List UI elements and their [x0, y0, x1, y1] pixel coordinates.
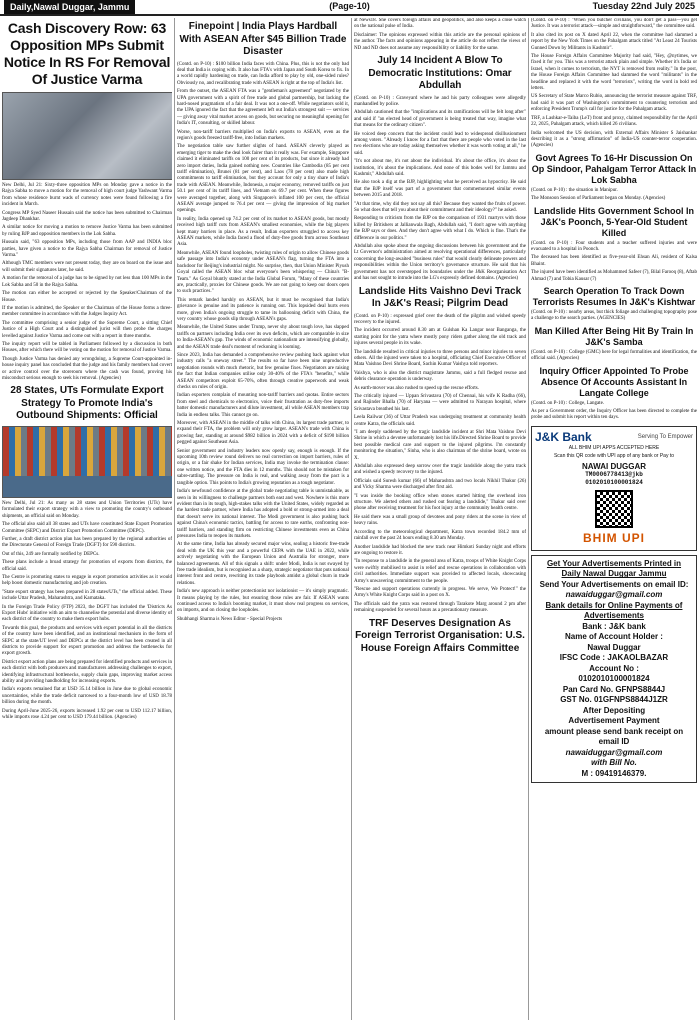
bank-tagline: Serving To Empower: [637, 433, 693, 440]
column-rule: [528, 18, 529, 1020]
paragraph: The Centre is promoting states to engage in export promotion activities as it would help boost domestic manufacturing and job creation.: [2, 574, 172, 587]
info-line: Bank details for Online Payments of Advertisements: [545, 600, 683, 621]
bhim-upi-logo-text: BHIM UPI: [583, 530, 645, 545]
column-3: [354, 18, 526, 1022]
paragraph: Although TMC members were not present today, they are on board on the issue and will submit their signatures later, he said.: [2, 261, 172, 273]
paragraph: Meanwhile, the United States under Trump, never shy about tough love, has slapped tariffs on partners including India over its own deficits, which are comparable in size to India-ASEAN's gap. The winds of economic nationalism are intensifying globally, and the ASEAN trade deal's moment of reckoning is looming.: [177, 325, 349, 350]
info-line: After Depositing: [582, 705, 646, 715]
paragraph: (Contd. on P-10) : Graveyard where he and his party colleagues were allegedly manhandled by police.: [354, 95, 526, 107]
headline-kishtwar-search: Search Operation To Track Down Terrorists Resumes In J&K's Kishtwar: [532, 285, 696, 307]
paragraph: He voiced deep concern that the incident could lead to widespread disillusionment among voters. "Already I know for a fact that there are people who voted in the last two elections who are today asking themselves whether it was worth voting at all," he said.: [354, 131, 526, 156]
paragraph: He said there was a small group of devotees and pony riders at the scene in view of heavy rains.: [354, 514, 526, 527]
paragraph: "At that time, why did they not say all this? Because they wanted the fruits of power. So what does that tell you about their commitment and their ideology?" he asked.: [354, 201, 526, 214]
ad-upi-line: ALL BHIM UPI APPS ACCEPTED HERE: [568, 444, 660, 451]
photo-parliament: [2, 92, 172, 180]
masthead-date: Tuesday 22nd July 2025: [592, 1, 695, 11]
headline-samba-train: Man Killed After Being Hit By Train In J&K's Samba: [534, 325, 694, 347]
article-finepoint: [177, 62, 349, 624]
bank-logo-text: J&K Bank: [535, 429, 592, 444]
paragraph: Shubhangi Sharma is News Editor - Special Projects: [177, 616, 283, 622]
paragraph: Since 2023, India has demanded a comprehensive review pushing back against what industry calls "a oneway street." The results so far have been nine unproductive negotiation rounds with much rhetoric, but few genuine fixes. Negotiators are raising the fact that Indian companies utilise only 30-40% of the FTA's "benefits," while ASEAN competitors exploit 65-70%, often through creative paperwork and weak checks on rules of origin.: [177, 352, 349, 390]
paragraph: India's newfound confidence at the global trade negotiating table is unmistakable, as seen in its willingness to challenge partners both east and west. Nowhere is this more evident than in its tough, high-stakes talks with the United States, widely regarded as the hardest trade partner, where India has adopted a bold or strong-armed into a deal that doesn't serve its national interest. The Modi government is also pushing back against China's economic tactics, battling for access to rare earths, confronting non-tariff barriers, and standing firm on restricting Chinese investments even as China pressures India to reopen its markets.: [177, 489, 349, 539]
ad-account-number: 0102010100001824: [585, 478, 643, 486]
headline-export-strategy: 28 States, UTs Formulate Export Strategy To Promote India's Outbound Shipments: Official: [10, 385, 164, 422]
paragraph: A motion for the removal of a judge has to be signed by not less than 100 MPs in the Lok Sabha and 50 in the Rajya Sabha.: [2, 276, 172, 288]
headline-finepoint: Finepoint | India Plays Hardball With ASEAN After $45 Billion Trade Disaster: [179, 21, 347, 57]
article-cash-discovery: [2, 183, 172, 382]
info-line: Pan Card No. GFNPS8844J: [562, 684, 666, 694]
bank-qr-advertisement: [531, 426, 697, 551]
article-july-14-incident: [354, 96, 526, 283]
photo-container-ship: [2, 426, 172, 498]
paragraph: He also took a dig at the BJP, highlighting what he perceived as hypocrisy. He said that the BJP itself was part of a government that commemorated similar events between 2015 and 2018.: [354, 180, 526, 199]
ad-upi-id: TM0006778413@jkb: [585, 470, 643, 478]
paragraph: The committee comprising a senior judge of the Supreme Court, a sitting Chief Justice of a High Court and a distinguished jurist will then probe the charges levelled against Justice Varma and come out with a report in three months.: [2, 320, 172, 339]
info-line: Name of Account Holder :: [565, 632, 663, 642]
paragraph: The injured have been identified as Mohammed Safeer (7), Bilal Farooq (8), Aftab Ahmad (7) and Tobia Kausar (7): [531, 270, 697, 282]
paragraph: "In response to a landslide in the general area of Katra, troops of White Knight Corps were swiftly mobilised to assist in relief and rescue operations in collaboration with civil authorities. Immediate support was provided to affected locals, showcasing Army's unwavering commitment to the people.: [354, 559, 526, 584]
paragraph: As per a Government order, the Inquiry Officer has been directed to complete the probe and submit his report within ten days.: [531, 409, 697, 421]
article-vaishno-devi-landslide: [354, 314, 526, 615]
paragraph: Vaishya, who is also the district magistrate Jammu, said a full fledged rescue and debris clearance operation is underway.: [354, 370, 526, 383]
paragraph: Abdullah also expressed deep sorrow over the tragic landslide along the yatra track and wished a speedy recovery to the injured.: [354, 464, 526, 476]
paragraph: Out of this, 249 are formally notified by DEPCs.: [2, 551, 100, 557]
paragraph: Senior government and industry leaders now openly say, enough is enough. If the upcoming 10th review round delivers no real correction on import barriers, rules of origin, or a fair shake for Indian services, India may invoke the termination clause: one written notice, and the FTA dies in 12 months. This should not be mistaken for sabre-rattling. The pressure on India is real, and walking away from the pact is a tangible option. This points to India's growing reputation as a tough negotiator.: [177, 448, 349, 486]
paragraph: In the Foreign Trade Policy (FTP) 2023, the DGFT has included the 'Districts As Export Hubs' initiative with an aim to channelise the potential and diverse identity of each district of the country to make them export hubs.: [2, 604, 172, 623]
paragraph: Moreover, with ASEAN in the middle of talks with China, its largest trade partner, to expand their FTA, the problem will only grow larger. ASEAN's trade with China is growing fast, standing at around $982 billion in 2024 with a deficit of $190 billion pegged against Southeast Asia.: [177, 421, 349, 446]
info-phone: M : 09419146379.: [581, 768, 647, 778]
paragraph: Meanwhile, ASEAN found loopholes, twisting rules of origin to allow Chinese goods safe passage into India's economy under ASEAN's flag, turning the FTA into a backdoor for Beijing's industrial might. No surprise, then, that Union Minister Piyush Goyal called the ASEAN bloc what everyone's been whispering — China's "B-Team." As Goyal bluntly stated at the India Global Forum, "Many of these countries are, practically, proxies for Chinese goods. We are not going to keep our doors open to such practices.": [177, 250, 349, 295]
info-line: amount please send bank receipt on email ID: [544, 726, 684, 747]
paragraph: (Contd. on P-10) : Four students and a teacher suffered injuries and were evacuated to a hospital in Poonch.: [531, 240, 697, 252]
paragraph: Abdullah cautioned that the "implications and its ramifications will be felt long after" and said if "an elected head of government is being treated that way, imagine what that means for the ordinary citizen".: [354, 110, 526, 129]
masthead-page-number: (Page-10): [329, 1, 370, 11]
paragraph: The House Foreign Affairs Committee Majority had said, "Hey, @nytimes, we fixed it for you. This was a terrorist attack plain and simple. Whether it's India or Israel, when it comes to terrorism, the NYT is removed from reality." In the post, the House Foreign Affairs Committee had slammed the word "militants" in the headline and replaced it with the word "terrorists", writing the word in bold red letters.: [531, 54, 697, 92]
masthead-paper-name: Daily,Nawal Duggar, Jammu: [4, 0, 135, 14]
paragraph: (Contd. on P-10) : College (GMC) here for legal formalities and identification, the official said. (Agencies): [531, 349, 697, 362]
paragraph: TRF, a Lashkar-e-Taiba (LeT) front and proxy, claimed responsibility for the April 22, 2025, Pahalgam attack, which killed 26 civilians.: [531, 115, 697, 128]
info-line: Nawal Duggar: [587, 642, 641, 652]
article-finepoint-continued: [354, 18, 526, 52]
paragraph: If the motion is admitted, the Speaker or the Chairman of the House forms a three-member committee in accordance with the Judges Inquiry Act.: [2, 305, 172, 318]
article-poonch-school-landslide: [531, 241, 697, 283]
headline-op-sindoor-discussion: Govt Agrees To 16-Hr Discussion On Op Sindoor, Pahalgam Terror Attack In Lok Sabha: [531, 152, 697, 185]
paragraph: US Secretary of State Marco Rubio, announcing the terrorist measure against TRF, had said it was part of Washington's commitment to countering terrorism and enforcing President Trump's call for justice for the Pahalgam attack.: [531, 94, 697, 113]
paragraph: Another landslide had blocked the new track near Himkoti Sunday night and efforts are ongoing to restore it.: [354, 544, 526, 556]
paragraph: Officials said Suresh kumar (66) of Maharashtra and two locals Nikhil Thakur (26) and Vicky Sharma were discharged after first aid.: [354, 478, 526, 491]
headline-langate-college: Inquiry Officer Appointed To Probe Absence Of Accounts Assistant In Langate College: [539, 365, 689, 398]
paragraph: The inquiry report will be tabled in Parliament followed by a discussion in both Houses, after which there will be voting on the motion for removal of Justice Varma.: [2, 341, 172, 354]
paragraph: Though Justice Varma has denied any wrongdoing, a Supreme Court-appointed in-house inquiry panel has concluded that the judge and his family members had covert or active control over the storeroom where the cash was found, proving his misconduct serious enough to seek his removal. (Agencies): [2, 356, 172, 381]
paragraph: (Contd. on P-10) : the situation in Manipur.: [531, 187, 618, 193]
paragraph: The critically injured — Uppan Srivastava (70) of Chennai, his wife K Radha (66), and Rajinder Bhalla (70) of Haryana — were admitted to Narayan hospital, where Srivastava breathed his last.: [354, 393, 526, 412]
column-2: [177, 18, 349, 1022]
paragraph: The landslide resulted in critical injuries to three persons and minor injuries to seven others. All the injured were taken to a hospital, officiating Chief Executive Officer of Mata Vaishno Devi Shrine Board, Sachin Kumar Vaishya told reporters.: [354, 349, 526, 368]
paragraph: The incident occurred around 8.30 am at Gulshan Ka Langar near Banganga, the starting point for the yatra where mostly pony riders gather along the old track and injures several people in its wake.: [354, 328, 526, 347]
info-line: IFSC Code : JAKAOLBAZAR: [559, 653, 669, 663]
paragraph: The negotiation table saw further slights of hand. ASEAN cleverly played as emerging tiger to make the deal look fairer than it really was. For example, Singapore claimed it eliminated tariffs on 100 per cent of its products, but since it already had zero import duties, India gained nothing new. Countries like Cambodia (85 per cent tariff elimination), Brunei (81 per cent), and Laos (78 per cent) also made high commitments to tariff elimination, but they account for only a tiny share of India's trade with ASEAN. Meanwhile, Indonesia, a major economy, removed tariffs on just 50.1 per cent of its tariff lines, and Vietnam on 69.7 per cent. When these figures were averaged together, along with Singapore's inflated 100 per cent, the official ASEAN average jumped to 76.4 per cent — giving the impression of big market openings.: [177, 144, 349, 214]
column-1: [2, 18, 172, 1022]
paragraph: (Contd. on P-10) : College, Langate.: [531, 400, 605, 406]
paragraph: Hussain said, "63 opposition MPs, including those from AAP and INDIA bloc parties, have given a notice to the Rajya Sabha Chairman for removal of Justice Varma.": [2, 240, 172, 259]
paragraph: at News18. She covers foreign affairs and geopolitics, and also keeps a close watch on the national pulse of India.: [354, 18, 526, 30]
headline-cash-discovery: Cash Discovery Row: 63 Opposition MPs Submit Notice In RS For Removal Of Justice Varma: [3, 20, 171, 87]
masthead: [0, 0, 699, 16]
paragraph: (Contd. on P-10) : nearby areas, but thick foliage and challenging topography pose a challenge to the search parties. (AGENCIES): [531, 309, 697, 322]
qr-code-icon: [595, 490, 633, 528]
info-line: Account No :: [589, 663, 639, 673]
advertisement-info-box: [531, 555, 697, 784]
paragraph: India's exports remained flat at USD 35.14 billion in June due to global economic uncertainties, while the trade deficit narrowed to a four-month low of USD 18.78 billion during the month.: [2, 687, 172, 706]
paragraph: The Monsoon Session of Parliament began on Monday. (Agencies): [531, 196, 666, 202]
paragraph: "I was inside the booking office when stones started hitting the overhead iron structure. We alerted others and rushed out fearing a landslide," Thakur said over phone after receiving treatment for his foot injury at the community health centre.: [354, 493, 526, 512]
info-line: Send Your Advertisements on email ID:: [539, 579, 689, 589]
paragraph: Congress MP Syed Naseer Hussain said the notice has been submitted to Chairman Jagdeep Dhankhar.: [2, 210, 172, 223]
paragraph: The deceased has been identified as five-year-old Ehsan Ali, resident of Kalsa Bhaint.: [531, 255, 697, 267]
info-line: Advertisement Payment: [568, 716, 660, 726]
info-email: nawaiduggar@gmail.com: [565, 747, 663, 757]
ad-scan-line: Scan this QR code with UPI app of any bank or Pay to: [553, 452, 675, 459]
paragraph: "I am deeply saddened by the tragic landslide incident at Shri Mata Vaishno Devi Shrine in which a devotee unfortunately lost his life.Directed Shrine Board to provide best possible medical care and support to the injured pilgrims. I'm constantly monitoring the situation," Sinha, who is also chairman of the shrine board, wrote on X.: [354, 430, 526, 461]
info-line: Get Your Advertisements Printed in: [546, 558, 682, 568]
paragraph: This remark landed harshly on ASEAN, but it must be recognised that India's grievance is genuine and its patience is running out. This lopsided deal hurts even more, given India's ongoing struggle to tame its ballooning deficit with China, the very country whose goods slip through ASEAN's gaps.: [177, 297, 349, 322]
article-export-strategy: [2, 501, 172, 722]
paragraph: The official also said all 38 states and UTs have constituted State Export Promotion Committee (SEPC) and District Export Promotion Committee (DEPC).: [2, 522, 172, 534]
paragraph: According to the meteorological department, Katra town recorded 184.2 mm of rainfall over the past 24 hours ending 8.30 am Monday.: [354, 529, 526, 542]
paragraph: During April-June 2025-26, exports increased 1.92 per cent to USD 112.17 billion, while imports rose 4.24 per cent to USD 179.44 billion. (Agencies): [2, 708, 172, 721]
paragraph: "It's not about me, it's not about the individual. It's about the office, it's about the institution, it's about the implications. And none of this bodes well for Jammu and Kashmir," Abdullah said.: [354, 159, 526, 177]
ad-payee-name: NAWAI DUGGAR: [582, 461, 646, 471]
paragraph: India welcomed the US decision, with External Affairs Minister S Jaishankar describing it as a "strong affirmation" of India-US counter-terror cooperation. (Agencies): [531, 130, 697, 149]
paragraph: India's new approach is neither protectionist nor isolationist — it's simply pragmatic. It means playing by the rules, but ensuring those rules are fair. If ASEAN wants continued access to India's booming market, it must show real progress on services, on imports, and on closing the loopholes.: [177, 589, 349, 614]
paragraph: (Contd. on P-10) : "When you butcher civilians, you don't get a pass—you get Justice. It was a terrorist attack—simple and straightforward," the committee said.: [531, 18, 697, 30]
article-trf-continued: [531, 18, 697, 150]
paragraph: Indian exporters complain of mounting non-tariff barriers and quotas. Entire sectors from steel and chemicals to electronics, voice their frustration as duty-free imports batter domestic manufacturers and dilute investment, all while ASEAN members trap India in endless talks. This cannot go on.: [177, 393, 349, 418]
column-rule: [174, 18, 175, 1020]
paragraph: (Contd. on P-10) : expressed grief over the death of the pilgrim and wished speedy recovery to the injured.: [354, 313, 526, 325]
column-rule: [351, 18, 352, 1020]
headline-trf-designation: TRF Deserves Designation As Foreign Terrorist Organisation: U.S. House Foreign Affairs Committee: [355, 617, 525, 654]
paragraph: Responding to criticism from the BJP on the comparison of 1931 martyrs with those killed by Britishers at Jallianwala Bagh, Abdullah said, "I don't agree with anything the BJP says or does. And they don't agree with what I do. Which is fine. That's the difference in our politics.": [354, 216, 526, 241]
info-line: with Bill No.: [591, 758, 637, 768]
paragraph: Abdullah also spoke about the ongoing discussions between his government and the Lt Governor's administration aimed at resolving operational differences, particularly concerning the long-awaited "business rules" that would clearly delineate powers and responsibilities within the Union territory's governance structure. He said that his government has not overstepped its boundaries under the J&K Reorganisation Act and has not sought to intrude into the LG's expressly defined domains. (Agencies): [354, 244, 526, 282]
paragraph: New Delhi, Jul 21: Sixty-three opposition MPs on Monday gave a notice in the Rajya Sabha to move a motion for the removal of high court judge Yashwant Varma from whose residence burnt wads of currency notes were found following a fire incident in March.: [2, 183, 172, 208]
paragraph: Worse, non-tariff barriers multiplied on India's exports to ASEAN, even as the region's goods freezed tariff-free, into Indian markets.: [177, 129, 349, 141]
paragraph: "Rescue and support operations currently in progress. We serve, We Protect!" the Army's White Knight Corps said in a post on X.: [354, 586, 526, 599]
paragraph: Further, a draft district action plan has been prepared by the regional authorities of the Directorate General of Foreign Trade (DGFT) for 590 districts.: [2, 536, 172, 549]
info-email: nawaiduggar@gmail.com: [565, 590, 663, 600]
paragraph: At the same time, India has already secured major wins, sealing a historic free-trade deal with the UK this year and a powerful CEPA with the UAE in 2022, while actively negotiating with the European Union and Australia for stronger, more balanced agreements. All of this signals a shift: under Modi, India is not swayed by free trade idealism, but is recognised as a sharp, strategic negotiator that puts national interest front and centre, rewriting its trade playbook amidst a global churn in trade relations.: [177, 542, 349, 586]
paragraph: A similar notice for moving a motion to remove Justice Varma has been submitted by ruling BJP and opposition members in the Lok Sabha.: [2, 225, 172, 237]
info-line: Daily Nawal Duggar Jammu: [561, 569, 667, 579]
headline-july-14-incident: July 14 Incident A Blow To Democratic Institutions: Omar Abdullah: [368, 55, 512, 92]
paragraph: The officials said the yatra was restored through Tarakote Marg around 2 pm after remaining suspended for several hours as a precautionary measure.: [354, 601, 526, 614]
article-op-sindoor-discussion: [531, 188, 697, 203]
paragraph: From the outset, the ASEAN FTA was a "gentleman's agreement" negotiated by the UPA government with a spirit of free trade and global partnership, but lacking the hard-nosed pragmatism of a fair deal. It was not a one-off. While negotiators sold it, the UPA ignored the fact that the agreement left out India's strongest suit — services — giving away vital market access on goods, but securing no meaningful opening for India's IT, consulting, or skilled labour.: [177, 89, 349, 127]
paragraph: Disclaimer: The opinions expressed within this article are the personal opinions of the author. The facts and opinions appearing in the article do not reflect the views of ND and ND does not assume any responsibility or liability for the same.: [354, 32, 526, 51]
paragraph: "State export strategy has been prepared in 28 states/UTs," the official added. These include Uttar Pradesh, Maharashtra, and Karnataka.: [2, 589, 172, 602]
paragraph: New Delhi, Jul 21: As many as 28 states and Union Territories (UTs) have formulated their export strategy with a view to promoting the country's outbound shipments, an official said on Monday.: [2, 500, 172, 519]
paragraph: Towards this goal, the products and services with export potential in all the districts of the country have been identified, and an institutional mechanism in the form of SEPC at the state/UT level and DEPCs at the district level has been created in all districts to provide support for export promotion and address the bottlenecks for export growth.: [2, 625, 172, 657]
info-line: 0102010100001824: [578, 674, 650, 684]
paragraph: The motion can either be accepted or rejected by the Speaker/Chairman of the House.: [2, 291, 172, 303]
headline-vaishno-devi-landslide: Landslide Hits Vaishno Devi Track In J&K's Reasi; Pilgrim Dead: [358, 285, 522, 309]
headline-poonch-school-landslide: Landslide Hits Government School In J&K's Poonch, 5-Year-Old Student Killed: [533, 205, 695, 238]
paragraph: As earth-mover was also rushed to speed up the rescue efforts.: [354, 385, 480, 391]
paragraph: These plans include a broad strategy for promotion of exports from districts, the official said.: [2, 560, 172, 572]
ad-header: [535, 430, 693, 444]
info-line: GST No. 01GFNPS8844J1ZR: [560, 695, 668, 705]
paragraph: District export action plans are being prepared for identified products and services in each district with both producers and manufacturers addressing challenges to export, identifying infrastructural bottlenecks, supply chain gaps, improving market access ability and providing handholding for increasing exports.: [2, 659, 172, 685]
paragraph: In reality, India opened up 74.2 per cent of its market to ASEAN goods, but mostly received high tariff cuts from ASEAN's smallest economies, while the big players kept many barriers in place. As a result, Indian exporters struggled to access key ASEAN markets, while India faced a flood of duty-free goods from across Southeast Asia.: [177, 216, 349, 248]
paragraph: Leela Railwar (36) of Uttar Pradesh was undergoing treatment at community health centre Katra, the officials said.: [354, 415, 526, 427]
paragraph: It also cited its post on X dated April 22, when the committee had slammed a report by the New York Times on the Pahalgam attack titled "At Least 24 Tourists Gunned Down by Militants in Kashmir".: [531, 32, 697, 51]
column-4: [531, 18, 697, 1022]
paragraph: (Contd. on P-10) : $100 billion India faces with China. Plus, this is not the only bad deal that India is coping with. It also has FTA's with Japan and South Korea to fix. In a world rapidly hardening on trade, can India afford to play by old, one-sided rules? Obviously no, and recalibrating trade with ASEAN is right at the top of India's list.: [177, 61, 349, 86]
info-line: Bank : J&K bank: [582, 621, 646, 631]
